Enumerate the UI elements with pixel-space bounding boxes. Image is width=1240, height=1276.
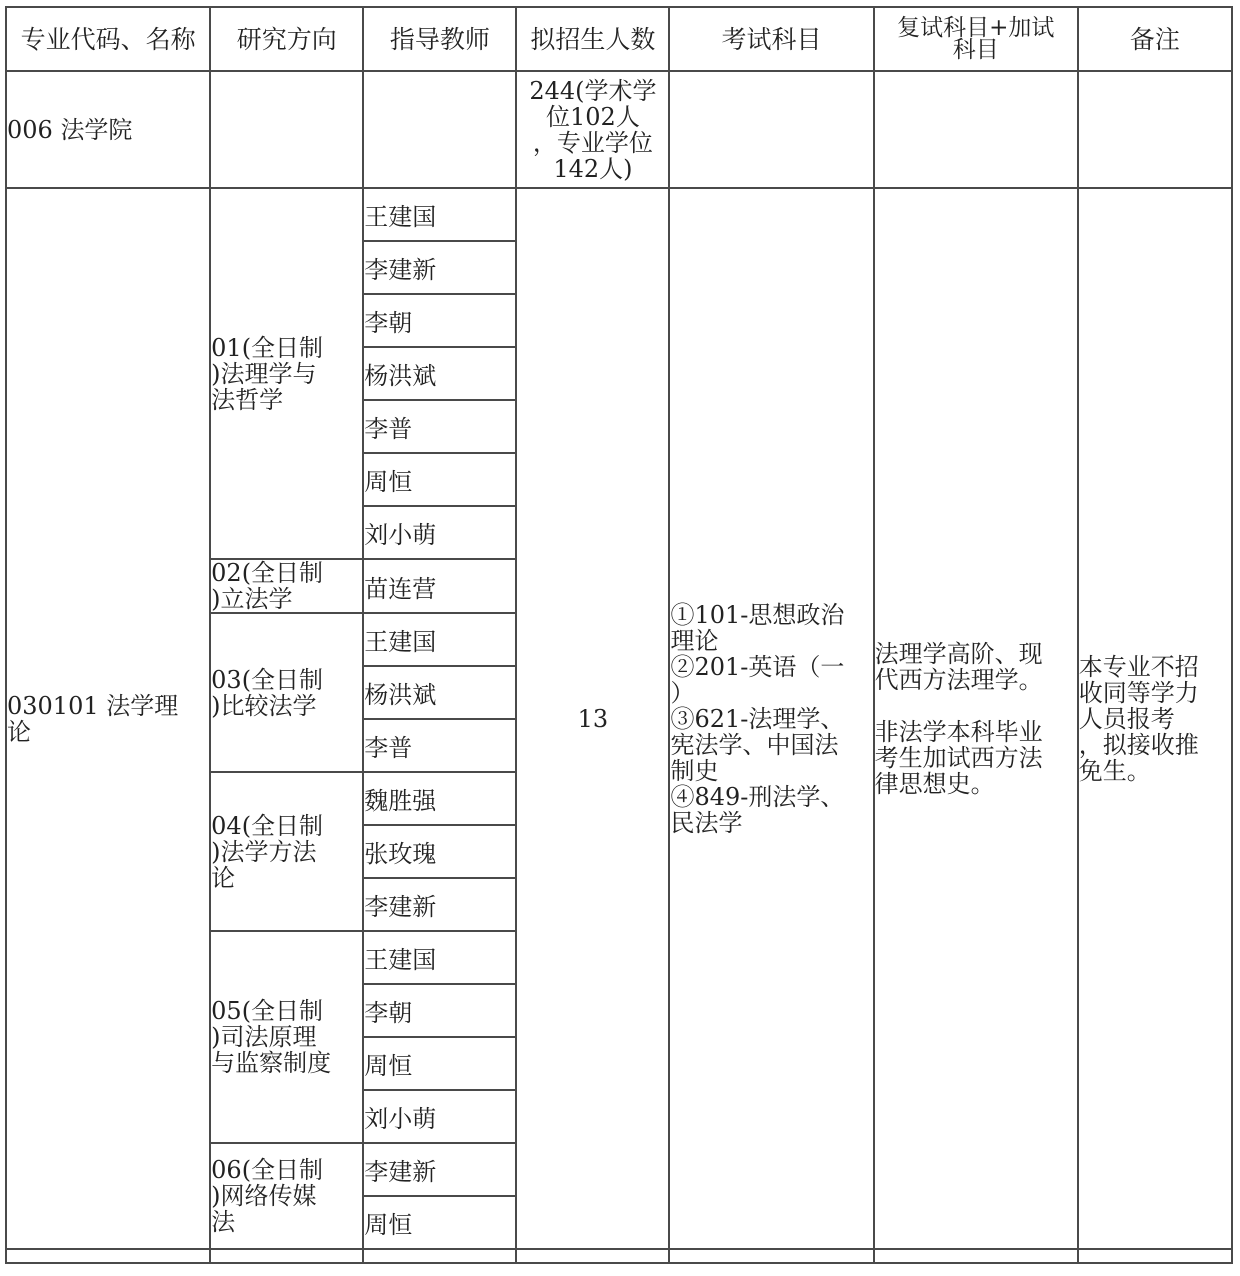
header-row bbox=[6, 7, 1232, 71]
direction-name: 02(全日制 )立法学 bbox=[210, 559, 363, 613]
header-major: 专业代码、名称 bbox=[6, 7, 210, 71]
program-retest bbox=[874, 188, 1078, 1249]
advisor-name: 周恒 bbox=[363, 453, 516, 506]
advisor-name: 周恒 bbox=[363, 1037, 516, 1090]
advisor-name: 苗连营 bbox=[363, 559, 516, 613]
advisor-name: 李普 bbox=[363, 719, 516, 772]
program-body bbox=[6, 188, 1232, 1249]
program-remarks: 本专业不招 收同等学力 人员报考 ，拟接收推 免生。 bbox=[1078, 188, 1232, 1249]
advisor-row bbox=[6, 188, 1232, 241]
advisor-name: 魏胜强 bbox=[363, 772, 516, 825]
header-enroll: 拟招生人数 bbox=[516, 7, 669, 71]
advisor-name: 李建新 bbox=[363, 878, 516, 931]
direction-name: 06(全日制 )网络传媒 法 bbox=[210, 1143, 363, 1249]
school-remarks-empty bbox=[1078, 71, 1232, 188]
school-retest-empty bbox=[874, 71, 1078, 188]
advisor-name: 张玫瑰 bbox=[363, 825, 516, 878]
advisor-name: 李朝 bbox=[363, 294, 516, 347]
advisor-name: 杨洪斌 bbox=[363, 347, 516, 400]
header-retest-line2: 科目 bbox=[952, 37, 999, 63]
school-row bbox=[6, 71, 1232, 188]
direction-name: 04(全日制 )法学方法 论 bbox=[210, 772, 363, 931]
advisor-name: 李朝 bbox=[363, 984, 516, 1037]
header-retest bbox=[874, 7, 1078, 71]
school-direction-empty bbox=[210, 71, 363, 188]
advisor-name: 周恒 bbox=[363, 1196, 516, 1249]
school-exam-empty bbox=[669, 71, 873, 188]
advisor-name: 刘小萌 bbox=[363, 1090, 516, 1143]
school-advisor-empty bbox=[363, 71, 516, 188]
program-exam: ①101-思想政治 理论 ②201-英语（一 ） ③621-法理学、 宪法学、中国法 制史 ④849-刑法学、 民法学 bbox=[669, 188, 873, 1249]
header-remarks: 备注 bbox=[1078, 7, 1232, 71]
program-code-name: 030101 法学理 论 bbox=[6, 188, 210, 1249]
direction-name: 05(全日制 )司法原理 与监察制度 bbox=[210, 931, 363, 1143]
header-retest-line1: 复试科目+加试 bbox=[897, 15, 1055, 41]
advisor-name: 刘小萌 bbox=[363, 506, 516, 559]
enrollment-table bbox=[5, 6, 1233, 1264]
retest-subjects: 法理学高阶、现 代西方法理学。 bbox=[874, 639, 1043, 694]
direction-name: 03(全日制 )比较法学 bbox=[210, 613, 363, 772]
advisor-name: 李普 bbox=[363, 400, 516, 453]
advisor-name: 李建新 bbox=[363, 1143, 516, 1196]
header-exam: 考试科目 bbox=[669, 7, 873, 71]
program-enroll: 13 bbox=[516, 188, 669, 1249]
retest-extra-subject: 非法学本科毕业 考生加试西方法 律思想史。 bbox=[874, 717, 1043, 798]
school-enroll: 244(学术学 位102人 ，专业学位 142人) bbox=[516, 71, 669, 188]
advisor-name: 李建新 bbox=[363, 241, 516, 294]
trailing-row bbox=[6, 1249, 1232, 1263]
advisor-name: 王建国 bbox=[363, 613, 516, 666]
direction-name: 01(全日制 )法理学与 法哲学 bbox=[210, 188, 363, 559]
header-advisor: 指导教师 bbox=[363, 7, 516, 71]
header-direction: 研究方向 bbox=[210, 7, 363, 71]
advisor-name: 王建国 bbox=[363, 188, 516, 241]
advisor-name: 王建国 bbox=[363, 931, 516, 984]
school-code-name: 006 法学院 bbox=[6, 71, 210, 188]
advisor-name: 杨洪斌 bbox=[363, 666, 516, 719]
